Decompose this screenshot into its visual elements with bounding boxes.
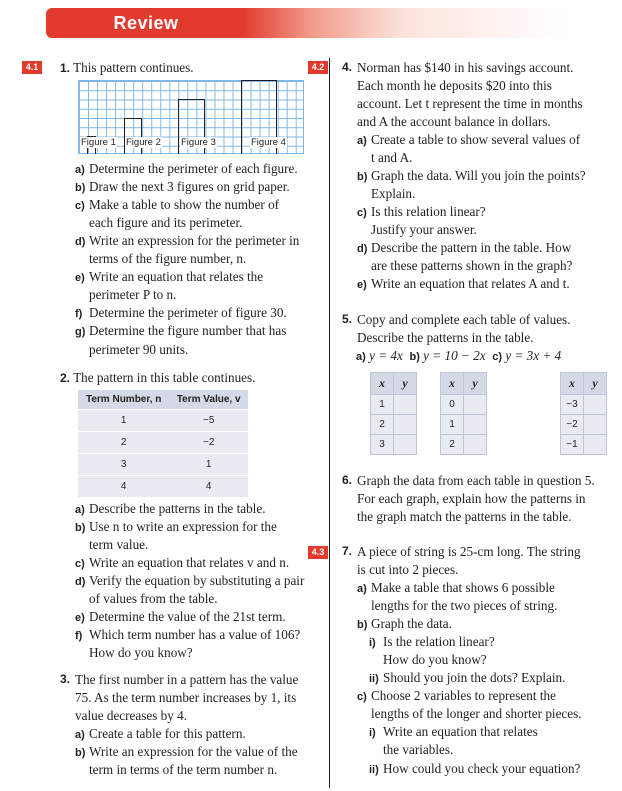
part-letter: b): [75, 182, 86, 195]
line-text: is cut into 2 pieces.: [357, 562, 459, 578]
q1parts-line: [75, 286, 176, 303]
q4lines-line: [357, 95, 583, 112]
part-text: are these patterns shown in the graph?: [371, 258, 573, 274]
part-letter: a): [75, 164, 85, 176]
part-text: Make a table that shows 6 possible: [371, 580, 555, 595]
x-header: x: [441, 373, 464, 395]
line-text: and A the account balance in dollars.: [357, 114, 551, 130]
q4parts-line: [357, 257, 572, 274]
q7parts-line: [357, 615, 452, 634]
figure-label-2: Figure 2: [126, 137, 161, 148]
x-cell: −1: [561, 435, 584, 455]
q1parts-line: [75, 322, 286, 341]
q1parts-line: [75, 250, 246, 267]
term-table-row: [78, 410, 248, 432]
part-letter: b): [75, 747, 86, 760]
q3lines-line: [60, 671, 299, 688]
part-text: Determine the perimeter of figure 30.: [89, 305, 287, 321]
part-text: Choose 2 variables to represent the: [371, 688, 556, 704]
q2parts-line: [75, 644, 193, 661]
term-table-row: [78, 476, 248, 498]
part-letter: e): [357, 279, 367, 292]
part-text: Describe the patterns in the table.: [89, 501, 266, 516]
value-table-2: [440, 372, 487, 455]
q7parts-line: [369, 633, 495, 652]
figure-label-3: Figure 3: [181, 137, 216, 148]
x-cell: −3: [561, 395, 584, 415]
q1-stem: 1. This pattern continues.: [60, 60, 194, 75]
part-text: Make a table to show the number of: [89, 197, 280, 213]
part-text: Which term number has a value of 106?: [89, 627, 301, 643]
y-cell-empty: [584, 435, 607, 455]
term-value-header: Term Value, v: [169, 390, 248, 410]
q4parts-line: [357, 167, 586, 186]
part-text: Draw the next 3 figures on grid paper.: [89, 179, 290, 195]
q2parts-line: [75, 500, 266, 519]
term-value-cell: 1: [169, 454, 248, 476]
y-header: y: [584, 373, 607, 395]
part-text: each figure and its perimeter.: [89, 215, 243, 231]
x-header: x: [561, 373, 584, 395]
q3lines-line: [75, 707, 187, 724]
part-letter: b): [75, 522, 86, 535]
part-text: Determine the perimeter of each figure.: [89, 161, 298, 176]
section-badge-4-3: 4.3: [308, 546, 328, 559]
part-text: Write an expression for the value of the: [89, 744, 298, 760]
q4parts-line: [357, 239, 571, 258]
q3lines-line: [75, 689, 296, 706]
question-number: 4.: [342, 60, 353, 74]
q5lines-line: [357, 329, 534, 346]
line-text: Copy and complete each table of values.: [357, 312, 571, 327]
x-cell: 2: [371, 415, 394, 435]
section-badge-4-2: 4.2: [308, 61, 328, 74]
term-number-cell: 3: [78, 454, 169, 476]
question-number: 5.: [342, 312, 353, 326]
q4parts-line: [357, 131, 580, 150]
q1parts-line: [75, 268, 263, 287]
y-cell-empty: [394, 415, 417, 435]
q1parts-line: [75, 214, 242, 231]
line-text: For each graph, explain how the patterns in: [357, 491, 586, 507]
part-text: terms of the figure number, n.: [89, 251, 247, 267]
part-text: Write an equation that relates v and n.: [89, 555, 290, 571]
y-cell-empty: [464, 395, 487, 415]
value-table-3: [560, 372, 607, 455]
term-number-cell: 2: [78, 432, 169, 454]
term-number-cell: 4: [78, 476, 169, 498]
q4parts-line: [357, 203, 486, 222]
question-number: 7.: [342, 544, 353, 558]
q7lines-line: [342, 543, 581, 560]
q2parts-line: [75, 518, 277, 537]
q2parts-line: [75, 626, 300, 645]
q4parts-line: [357, 149, 412, 166]
part-text: Determine the figure number that has: [89, 323, 287, 339]
q1parts-line: [75, 160, 298, 179]
q2parts-line: [75, 590, 218, 607]
part-letter: d): [75, 236, 86, 249]
term-table: [78, 390, 248, 497]
part-letter: c): [357, 691, 367, 704]
part-text: Graph the data. Will you join the points?: [371, 168, 586, 184]
part-text: Should you join the dots? Explain.: [383, 670, 566, 686]
part-text: Is the relation linear?: [383, 634, 495, 650]
q7parts-line: [369, 741, 453, 758]
q1parts-line: [75, 196, 279, 215]
part-text: Create a table to show several values of: [371, 132, 581, 147]
part-letter: i): [369, 727, 376, 740]
line-text: Each month he deposits $20 into this: [357, 78, 552, 94]
question-number: 3.: [60, 672, 71, 686]
part-letter: e): [75, 612, 85, 625]
q4parts-line: [357, 185, 415, 202]
q7parts-line: [369, 723, 538, 742]
line-text: the graph match the patterns in the table.: [357, 509, 572, 525]
q7lines-line: [357, 561, 458, 578]
part-letter: e): [75, 272, 85, 285]
x-cell: 0: [441, 395, 464, 415]
part-letter: c): [75, 200, 85, 213]
q7parts-line: [369, 651, 487, 668]
part-text: Write an expression for the perimeter in: [89, 233, 300, 249]
part-letter: c): [75, 558, 85, 571]
part-text: Explain.: [371, 186, 416, 202]
part-text: Verify the equation by substituting a pair: [89, 573, 305, 589]
q6lines-line: [342, 472, 595, 489]
q2parts-line: [75, 536, 148, 553]
part-text: Determine the value of the 21st term.: [89, 609, 286, 625]
term-table-row: [78, 454, 248, 476]
q7parts-line: [357, 597, 557, 614]
part-letter: c): [357, 207, 367, 220]
part-text: Write an equation that relates: [383, 724, 538, 740]
q1parts-line: [75, 178, 290, 197]
section-badge-4-1: 4.1: [22, 61, 42, 74]
part-text: lengths for the two pieces of string.: [371, 598, 558, 614]
q1parts-line: [75, 341, 188, 358]
x-cell: −2: [561, 415, 584, 435]
part-text: lengths of the longer and shorter pieces.: [371, 706, 582, 722]
y-header: y: [394, 373, 417, 395]
part-letter: a): [75, 504, 85, 516]
line-text: Norman has $140 in his savings account.: [357, 60, 574, 75]
term-value-cell: 4: [169, 476, 248, 498]
y-cell-empty: [464, 435, 487, 455]
part-text: perimeter 90 units.: [89, 341, 189, 357]
q2parts-line: [75, 572, 304, 591]
line-text: value decreases by 4.: [75, 708, 188, 724]
line-text: 75. As the term number increases by 1, its: [75, 690, 297, 706]
q6lines-line: [357, 490, 586, 507]
figure-label-4: Figure 4: [251, 137, 286, 148]
q2parts-line: [75, 554, 289, 573]
q6lines-line: [357, 508, 572, 525]
part-letter: a): [357, 583, 367, 595]
part-text: Is this relation linear?: [371, 204, 486, 220]
figure-2-shape: [124, 118, 142, 154]
part-text: How could you check your equation?: [383, 760, 581, 776]
part-text: How do you know?: [383, 652, 487, 668]
q1parts-line: [75, 304, 287, 323]
x-header: x: [371, 373, 394, 395]
column-divider: [329, 58, 330, 788]
q3parts-line: [75, 743, 298, 762]
part-text: Use n to write an expression for the: [89, 519, 277, 535]
q2-stem: 2. The pattern in this table continues.: [60, 370, 256, 385]
term-number-header: Term Number, n: [78, 390, 169, 410]
q3parts-line: [75, 725, 246, 744]
part-text: Write an equation that relates the: [89, 269, 264, 285]
value-table-1: [370, 372, 417, 455]
banner-title: Review: [113, 13, 179, 33]
line-text: Describe the patterns in the table.: [357, 330, 534, 346]
q4lines-line: [342, 59, 574, 76]
q4parts-line: [357, 275, 570, 294]
y-cell-empty: [584, 415, 607, 435]
line-text: account. Let t represent the time in months: [357, 96, 583, 112]
q1parts-line: [75, 232, 299, 251]
q4parts-line: [357, 221, 477, 238]
part-letter: f): [75, 630, 83, 643]
part-text: Justify your answer.: [371, 222, 477, 238]
part-text: t and A.: [371, 150, 413, 166]
term-value-cell: −5: [169, 410, 248, 432]
x-cell: 3: [371, 435, 394, 455]
part-letter: d): [357, 243, 368, 256]
x-cell: 2: [441, 435, 464, 455]
q7parts-line: [357, 705, 582, 722]
part-letter: b): [357, 619, 368, 632]
question-number: 6.: [342, 473, 353, 487]
y-cell-empty: [394, 395, 417, 415]
part-letter: ii): [369, 763, 379, 776]
y-cell-empty: [464, 415, 487, 435]
part-letter: f): [75, 308, 83, 321]
figure-label-1: Figure 1: [81, 137, 116, 148]
part-letter: ii): [369, 673, 379, 686]
part-text: How do you know?: [89, 645, 193, 661]
y-header: y: [464, 373, 487, 395]
part-text: Graph the data.: [371, 616, 452, 632]
part-text: Write an equation that relates A and t.: [371, 276, 570, 292]
x-cell: 1: [441, 415, 464, 435]
part-text: Describe the pattern in the table. How: [371, 240, 572, 256]
line-text: The first number in a pattern has the value: [75, 672, 299, 687]
part-text: the variables.: [383, 742, 454, 758]
q3parts-line: [75, 761, 277, 778]
part-letter: a): [357, 135, 367, 147]
term-value-cell: −2: [169, 432, 248, 454]
part-text: perimeter P to n.: [89, 287, 177, 303]
part-text: term value.: [89, 537, 149, 553]
q2parts-line: [75, 608, 286, 627]
line-text: Graph the data from each table in question 5.: [357, 473, 595, 488]
part-letter: g): [75, 326, 86, 339]
term-number-cell: 1: [78, 410, 169, 432]
part-text: of values from the table.: [89, 591, 218, 607]
q7parts-line: [357, 687, 556, 706]
y-cell-empty: [394, 435, 417, 455]
q5-equations: a) y = 4x b) y = 10 − 2x c) y = 3x + 4: [356, 348, 562, 363]
part-letter: d): [75, 576, 86, 589]
term-table-row: [78, 432, 248, 454]
q4lines-line: [357, 113, 551, 130]
q7parts-line: [369, 669, 565, 688]
part-text: Create a table for this pattern.: [89, 726, 246, 741]
part-letter: b): [357, 171, 368, 184]
part-letter: a): [75, 729, 85, 741]
part-letter: i): [369, 637, 376, 650]
x-cell: 1: [371, 395, 394, 415]
q4lines-line: [357, 77, 552, 94]
y-cell-empty: [584, 395, 607, 415]
line-text: A piece of string is 25-cm long. The string: [357, 544, 581, 559]
q7parts-line: [357, 579, 555, 598]
q5lines-line: [342, 311, 571, 328]
part-text: term in terms of the term number n.: [89, 762, 278, 778]
q7parts-line: [369, 760, 580, 779]
